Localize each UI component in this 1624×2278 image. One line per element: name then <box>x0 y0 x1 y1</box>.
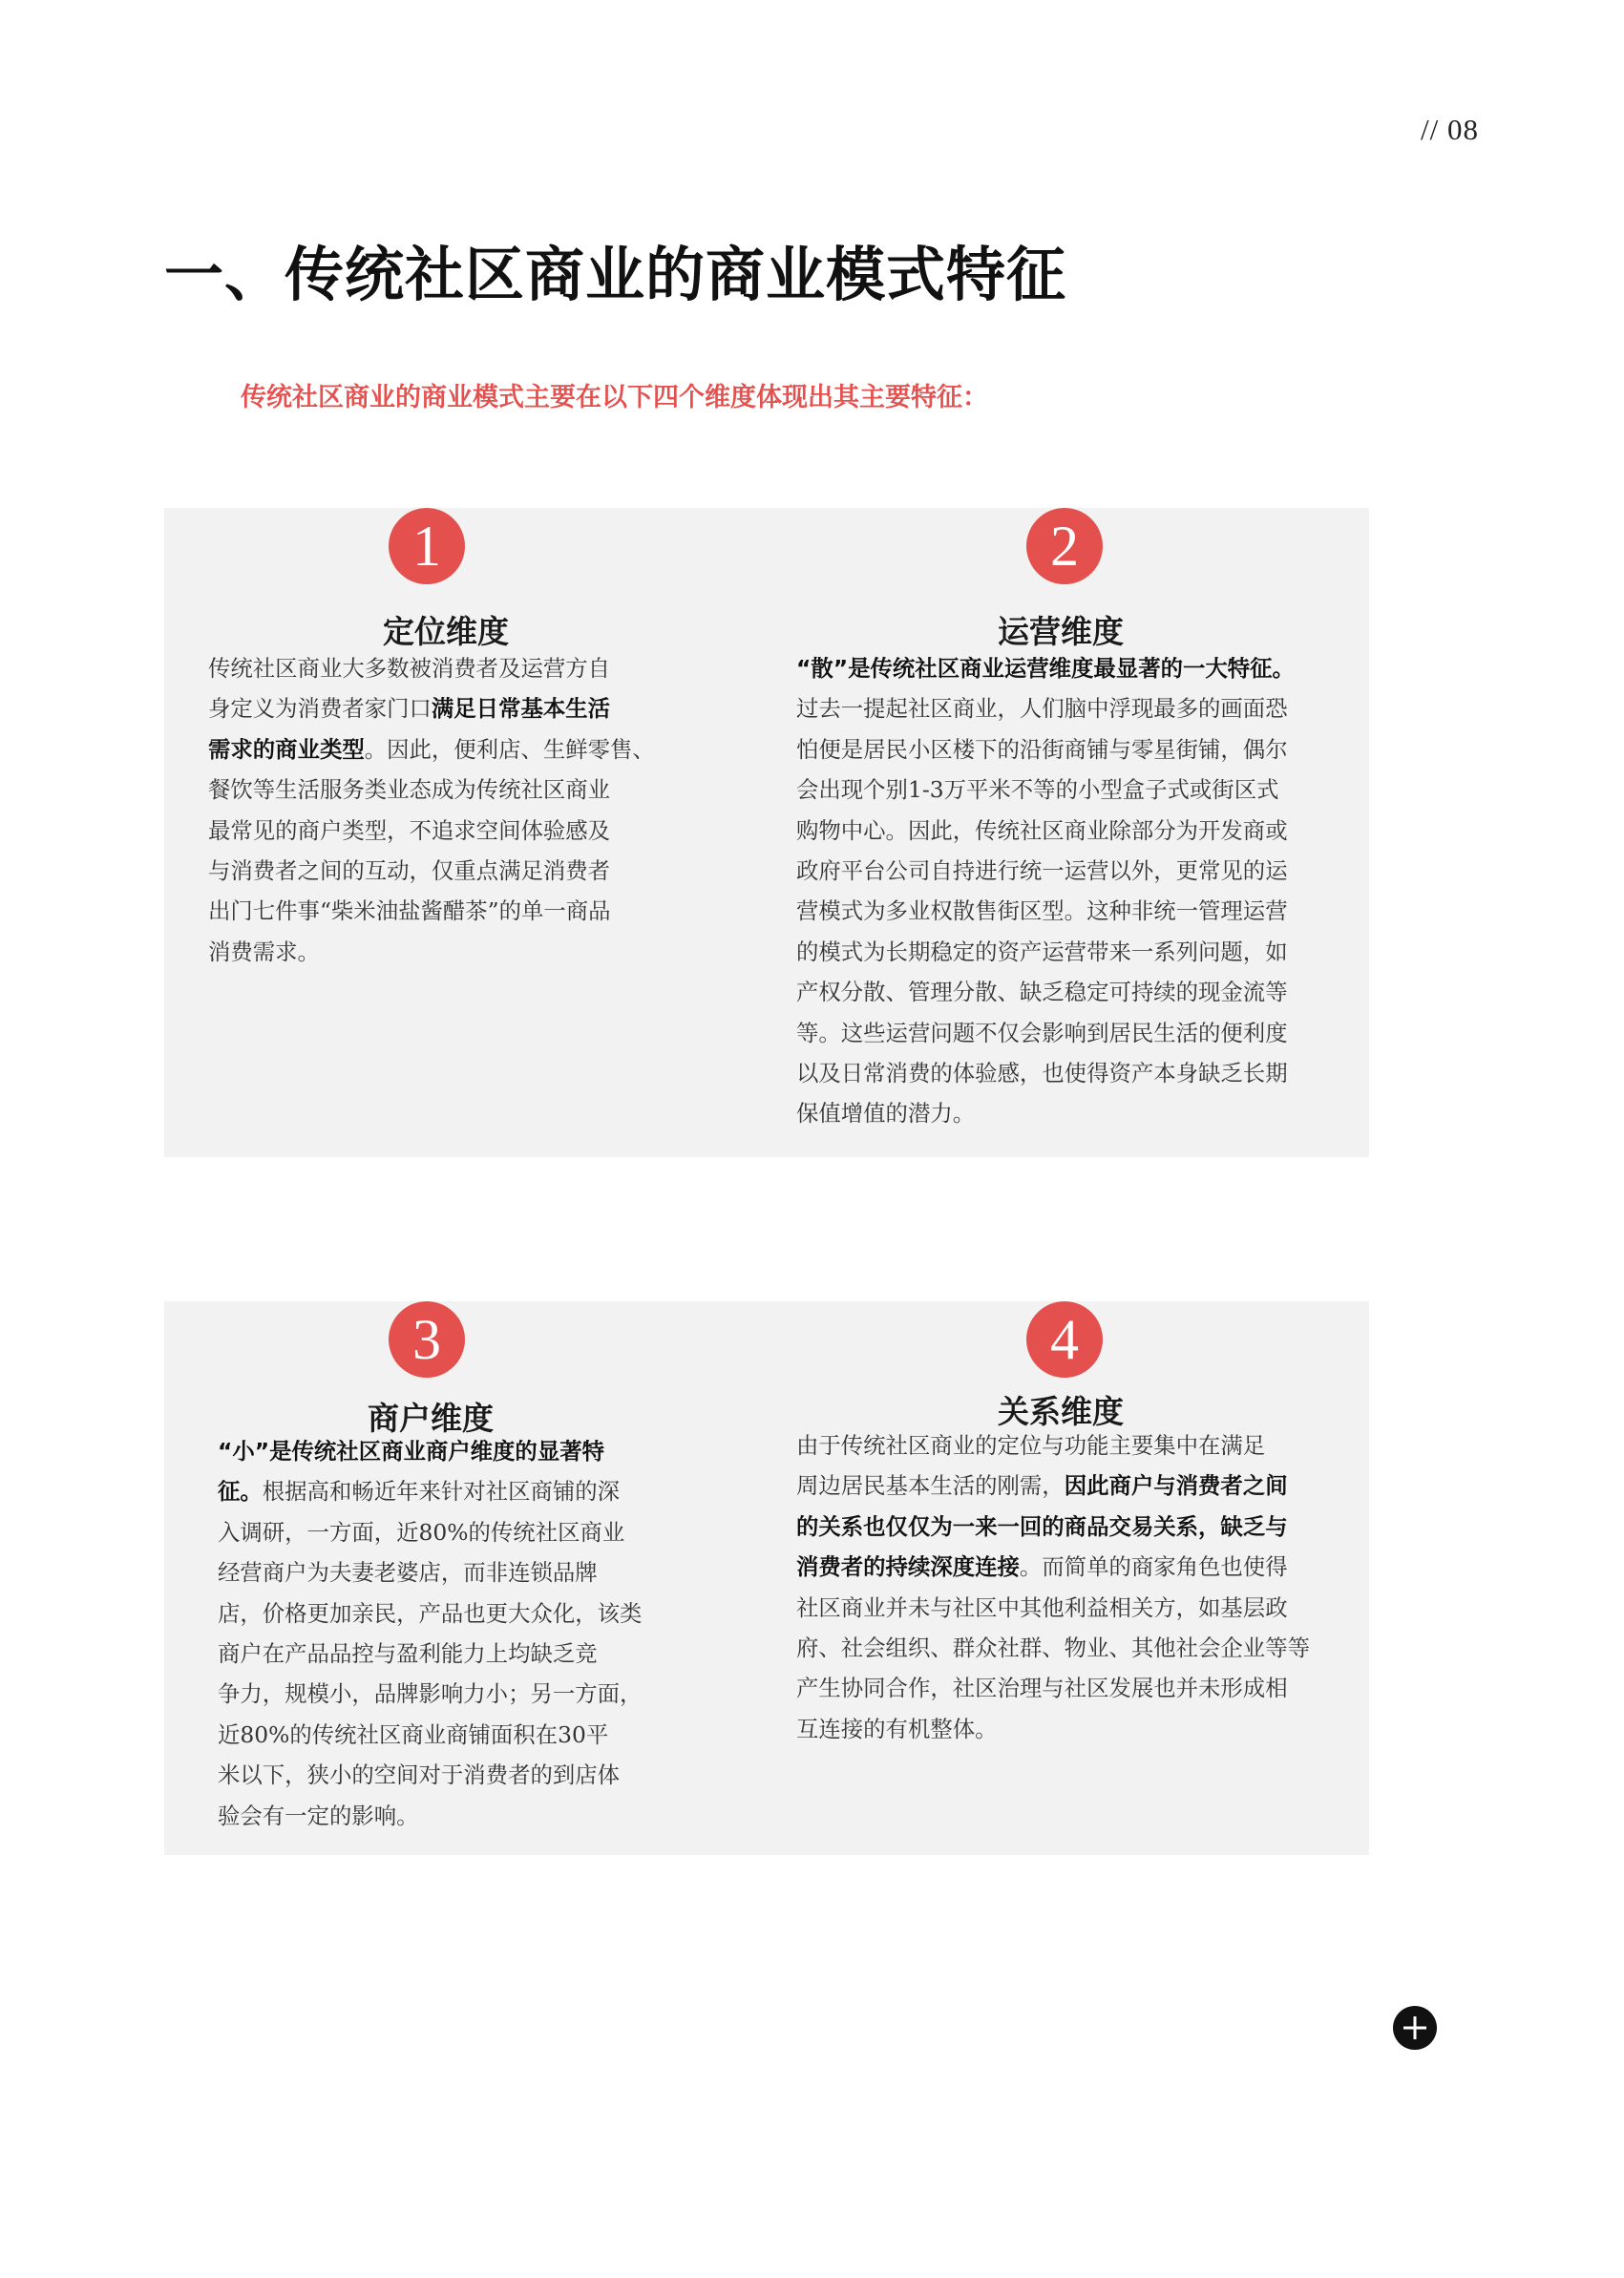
body-run: 根据高和畅近年来针对社区商铺的深 <box>262 1478 621 1506</box>
body-line <box>796 688 1295 728</box>
body-run: 经营商户为夫妻老婆店，而非连锁品牌 <box>218 1559 598 1587</box>
body-line <box>796 1628 1310 1668</box>
body-run: 过去一提起社区商业，人们脑中浮现最多的画面恐 <box>796 695 1288 723</box>
number-badge-1: 1 <box>389 508 465 584</box>
body-line <box>208 770 655 810</box>
body-run: 米以下，狭小的空间对于消费者的到店体 <box>218 1761 621 1789</box>
body-run: 餐饮等生活服务类业态成为传统社区商业 <box>208 776 611 804</box>
body-line <box>796 1507 1310 1547</box>
body-run: 政府平台公司自持进行统一运营以外，更常见的运 <box>796 857 1288 885</box>
body-run: 争力，规模小，品牌影响力小；另一方面， <box>218 1680 643 1708</box>
body-run: 店，价格更加亲民，产品也更大众化，该类 <box>218 1599 643 1627</box>
card-body <box>796 648 1295 1134</box>
body-emphasis: 因此商户与消费者之间 <box>1064 1472 1288 1500</box>
body-line <box>796 891 1295 931</box>
plus-circle-icon[interactable] <box>1393 2006 1437 2050</box>
body-run: 最常见的商户类型，不追求空间体验感及 <box>208 816 611 844</box>
card-heading: 定位维度 <box>383 613 509 650</box>
body-run: 产生协同合作，社区治理与社区发展也并未形成相 <box>796 1675 1288 1702</box>
body-run: 。因此，便利店、生鲜零售、 <box>364 735 655 763</box>
number-badge-4: 4 <box>1026 1301 1103 1378</box>
page-number: // 08 <box>1421 113 1479 146</box>
body-line <box>218 1593 642 1634</box>
card-heading: 运营维度 <box>998 613 1124 650</box>
body-line <box>796 1547 1310 1587</box>
body-line <box>218 1796 642 1836</box>
body-run: 互连接的有机整体。 <box>796 1715 998 1742</box>
body-emphasis: 的关系也仅仅为一来一回的商品交易关系，缺乏与 <box>796 1512 1288 1540</box>
body-line <box>796 770 1295 810</box>
body-line <box>208 851 655 891</box>
body-run: 由于传统社区商业的定位与功能主要集中在满足 <box>796 1432 1266 1459</box>
body-run: 以及日常消费的体验感，也使得资产本身缺乏长期 <box>796 1060 1288 1087</box>
body-line <box>796 1053 1295 1093</box>
body-line <box>208 811 655 851</box>
body-emphasis: “小”是传统社区商业商户维度的显著特 <box>218 1438 604 1465</box>
body-line <box>796 811 1295 851</box>
body-run: 消费需求。 <box>208 938 320 965</box>
body-run: 府、社会组织、群众社群、物业、其他社会企业等等 <box>796 1635 1310 1662</box>
body-run: 会出现个别1-3万平米不等的小型盒子式或街区式 <box>796 776 1279 804</box>
body-run: 保值增值的潜力。 <box>796 1100 976 1128</box>
body-run: 周边居民基本生活的刚需， <box>796 1472 1065 1500</box>
body-run: 商户在产品品控与盈利能力上均缺乏竞 <box>218 1640 598 1668</box>
body-run: 与消费者之间的互动，仅重点满足消费者 <box>208 857 611 885</box>
body-run: 怕便是居民小区楼下的沿街商铺与零星街铺，偶尔 <box>796 735 1288 763</box>
body-line <box>208 648 655 688</box>
body-line <box>218 1431 642 1471</box>
body-line <box>218 1512 642 1552</box>
body-line <box>796 932 1295 972</box>
body-emphasis: 征。 <box>218 1478 263 1506</box>
body-line <box>796 1013 1295 1053</box>
body-line <box>218 1715 642 1755</box>
intro-subtitle: 传统社区商业的商业模式主要在以下四个维度体现出其主要特征： <box>241 383 988 412</box>
body-run: 社区商业并未与社区中其他利益相关方，如基层政 <box>796 1593 1288 1621</box>
page-title: 一、传统社区商业的商业模式特征 <box>164 240 1067 309</box>
body-run: 营模式为多业权散售街区型。这种非统一管理运营 <box>796 897 1288 925</box>
card-body <box>208 648 655 972</box>
body-run: 传统社区商业大多数被消费者及运营方自 <box>208 655 611 682</box>
body-line <box>796 1093 1295 1133</box>
number-badge-3: 3 <box>389 1301 465 1378</box>
body-line <box>796 1709 1310 1749</box>
body-emphasis: 需求的商业类型 <box>208 735 365 763</box>
body-line <box>208 688 655 728</box>
body-line <box>218 1552 642 1592</box>
body-run: 购物中心。因此，传统社区商业除部分为开发商或 <box>796 816 1288 844</box>
body-line <box>796 1588 1310 1628</box>
card-heading: 商户维度 <box>368 1400 494 1437</box>
body-run: 的模式为长期稳定的资产运营带来一系列问题，如 <box>796 938 1288 965</box>
body-line <box>796 1668 1310 1708</box>
card-heading: 关系维度 <box>998 1393 1124 1430</box>
body-emphasis: 满足日常基本生活 <box>431 695 611 723</box>
body-run: 产权分散、管理分散、缺乏稳定可持续的现金流等 <box>796 979 1288 1006</box>
body-emphasis: “散”是传统社区商业运营维度最显著的一大特征。 <box>796 655 1295 682</box>
card-body <box>796 1425 1310 1749</box>
body-emphasis: 消费者的持续深度连接 <box>796 1553 1020 1581</box>
card-body <box>218 1431 642 1836</box>
body-line <box>218 1674 642 1714</box>
body-run: 入调研，一方面，近80%的传统社区商业 <box>218 1518 625 1546</box>
body-line <box>796 851 1295 891</box>
body-line <box>796 1466 1310 1506</box>
number-badge-2: 2 <box>1026 508 1103 584</box>
body-run: 近80%的传统社区商业商铺面积在30平 <box>218 1720 609 1748</box>
body-line <box>218 1755 642 1795</box>
body-line <box>208 932 655 972</box>
body-line <box>218 1634 642 1674</box>
body-line <box>796 729 1295 770</box>
body-line <box>796 972 1295 1012</box>
body-run: 身定义为消费者家门口 <box>208 695 432 723</box>
body-run: 出门七件事“柴米油盐酱醋茶”的单一商品 <box>208 897 611 925</box>
body-line <box>208 729 655 770</box>
body-line <box>208 891 655 931</box>
body-line <box>796 1425 1310 1466</box>
body-line <box>796 648 1295 688</box>
body-run: 。而简单的商家角色也使得 <box>1019 1553 1288 1581</box>
body-run: 验会有一定的影响。 <box>218 1802 419 1829</box>
body-line <box>218 1471 642 1511</box>
body-run: 等。这些运营问题不仅会影响到居民生活的便利度 <box>796 1019 1288 1046</box>
